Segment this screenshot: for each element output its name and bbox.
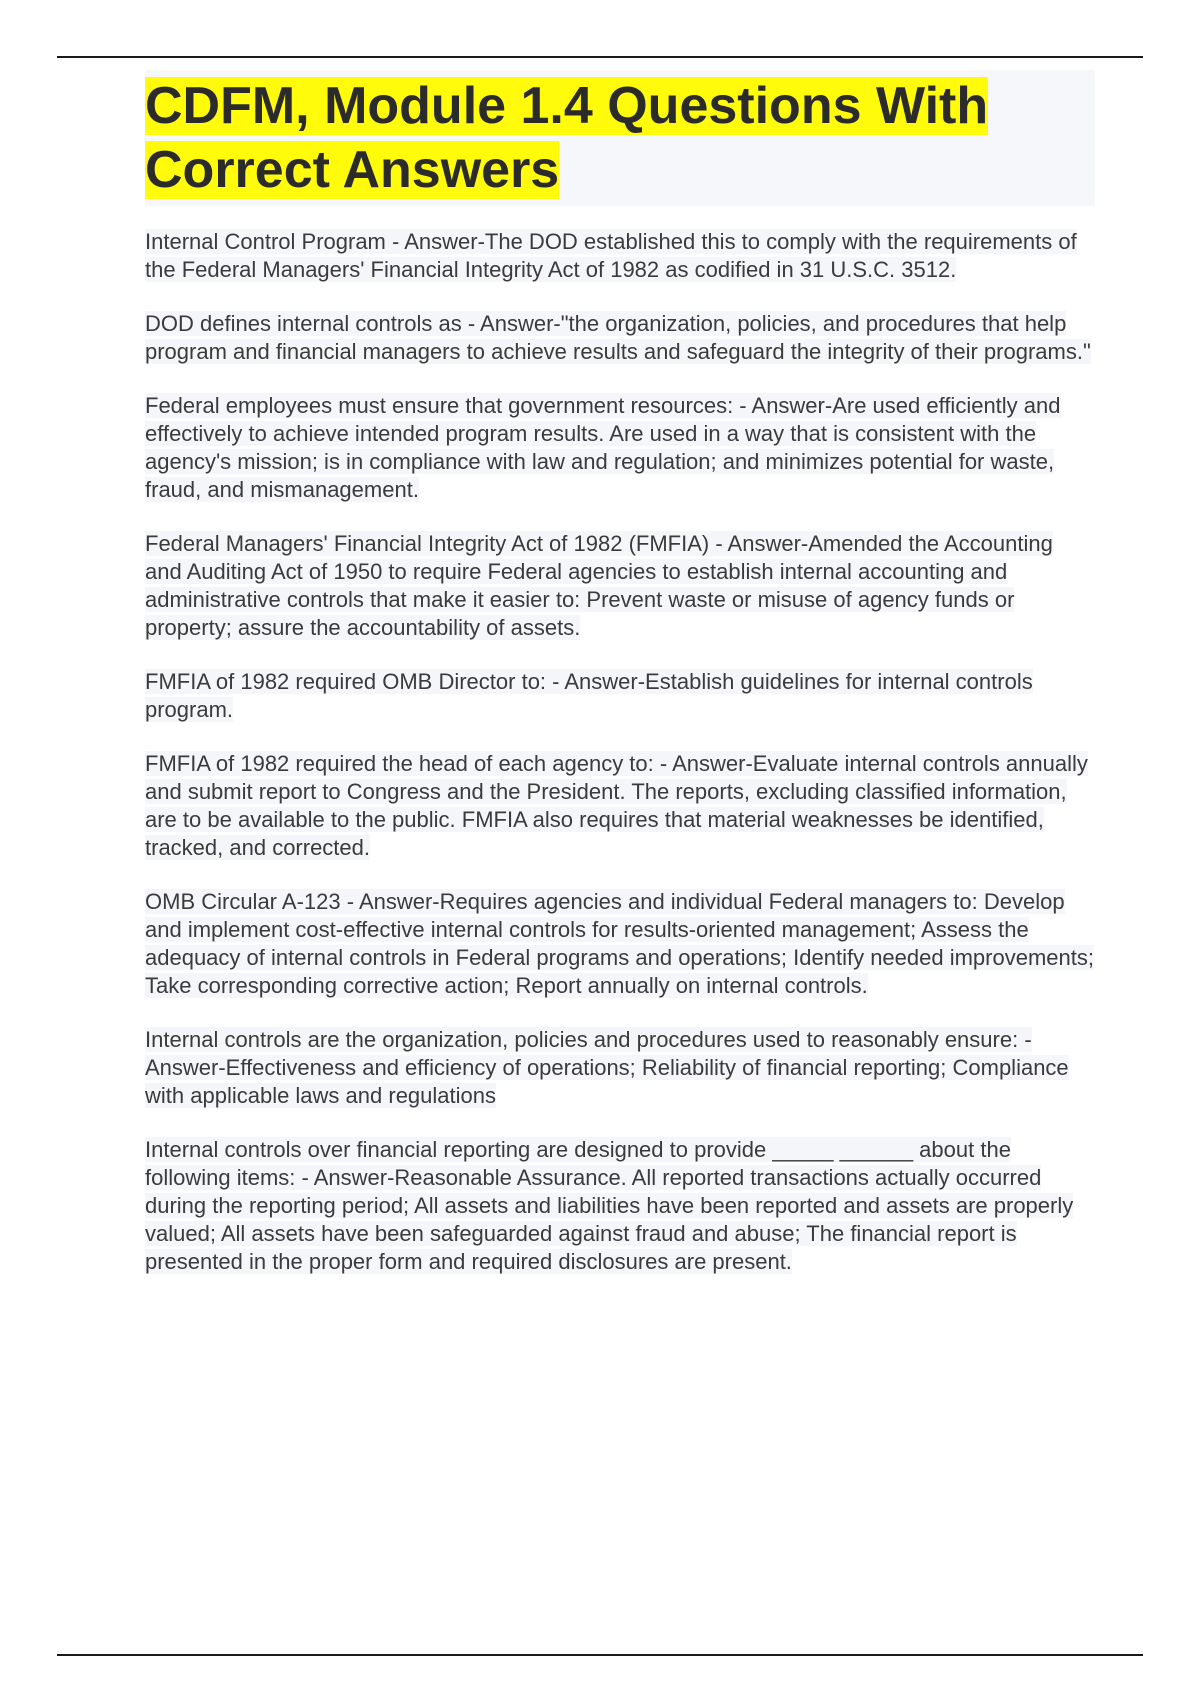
qa-entry: OMB Circular A-123 - Answer-Requires agencies and individual Federal managers to: Develop and implement cost-effective internal controls for results-oriented management; Assess the adequacy of internal controls in Federal programs and operations; Identify needed improvements; Take corresponding corrective action; Report annually on internal controls.: [145, 889, 1094, 998]
title-block: [145, 70, 1095, 206]
document-title: [145, 74, 1095, 202]
qa-entry: Internal Control Program - Answer-The DOD established this to comply with the requirements of the Federal Managers' Financial Integrity Act of 1982 as codified in 31 U.S.C. 3512.: [145, 229, 1077, 282]
qa-entry: FMFIA of 1982 required OMB Director to: - Answer-Establish guidelines for internal controls program.: [145, 669, 1033, 722]
qa-entry: Federal employees must ensure that government resources: - Answer-Are used efficiently and effectively to achieve intended program results. Are used in a way that is consistent with the agency's mission; is in compliance with law and regulation; and minimizes potential for waste, fraud, and mismanagement.: [145, 393, 1061, 502]
document-body: [145, 70, 1095, 1302]
top-rule: [57, 56, 1143, 58]
qa-entry: Internal controls over financial reporting are designed to provide _____ ______ about the following items: - Answer-Reasonable Assurance. All reported transactions actually occurred during the reporting period; All assets and liabilities have been reported and assets are properly valued; All assets have been safeguarded against fraud and abuse; The financial report is presented in the proper form and required disclosures are present.: [145, 1137, 1074, 1274]
title-highlight: CDFM, Module 1.4 Questions With Correct Answers: [145, 77, 989, 199]
qa-entry: Internal controls are the organization, policies and procedures used to reasonably ensure: - Answer-Effectiveness and efficiency of operations; Reliability of financial reporting; Compliance with applicable laws and regulations: [145, 1027, 1069, 1108]
qa-entry: FMFIA of 1982 required the head of each agency to: - Answer-Evaluate internal controls annually and submit report to Congress and the President. The reports, excluding classified information, are to be available to the public. FMFIA also requires that material weaknesses be identified, tracked, and corrected.: [145, 751, 1088, 860]
qa-entry: Federal Managers' Financial Integrity Act of 1982 (FMFIA) - Answer-Amended the Accounting and Auditing Act of 1950 to require Federal agencies to establish internal accounting and administrative controls that make it easier to: Prevent waste or misuse of agency funds or property; assure the accountability of assets.: [145, 531, 1053, 640]
qa-entry: DOD defines internal controls as - Answer-"the organization, policies, and procedures that help program and financial managers to achieve results and safeguard the integrity of their programs.": [145, 311, 1091, 364]
bottom-rule: [57, 1654, 1143, 1656]
